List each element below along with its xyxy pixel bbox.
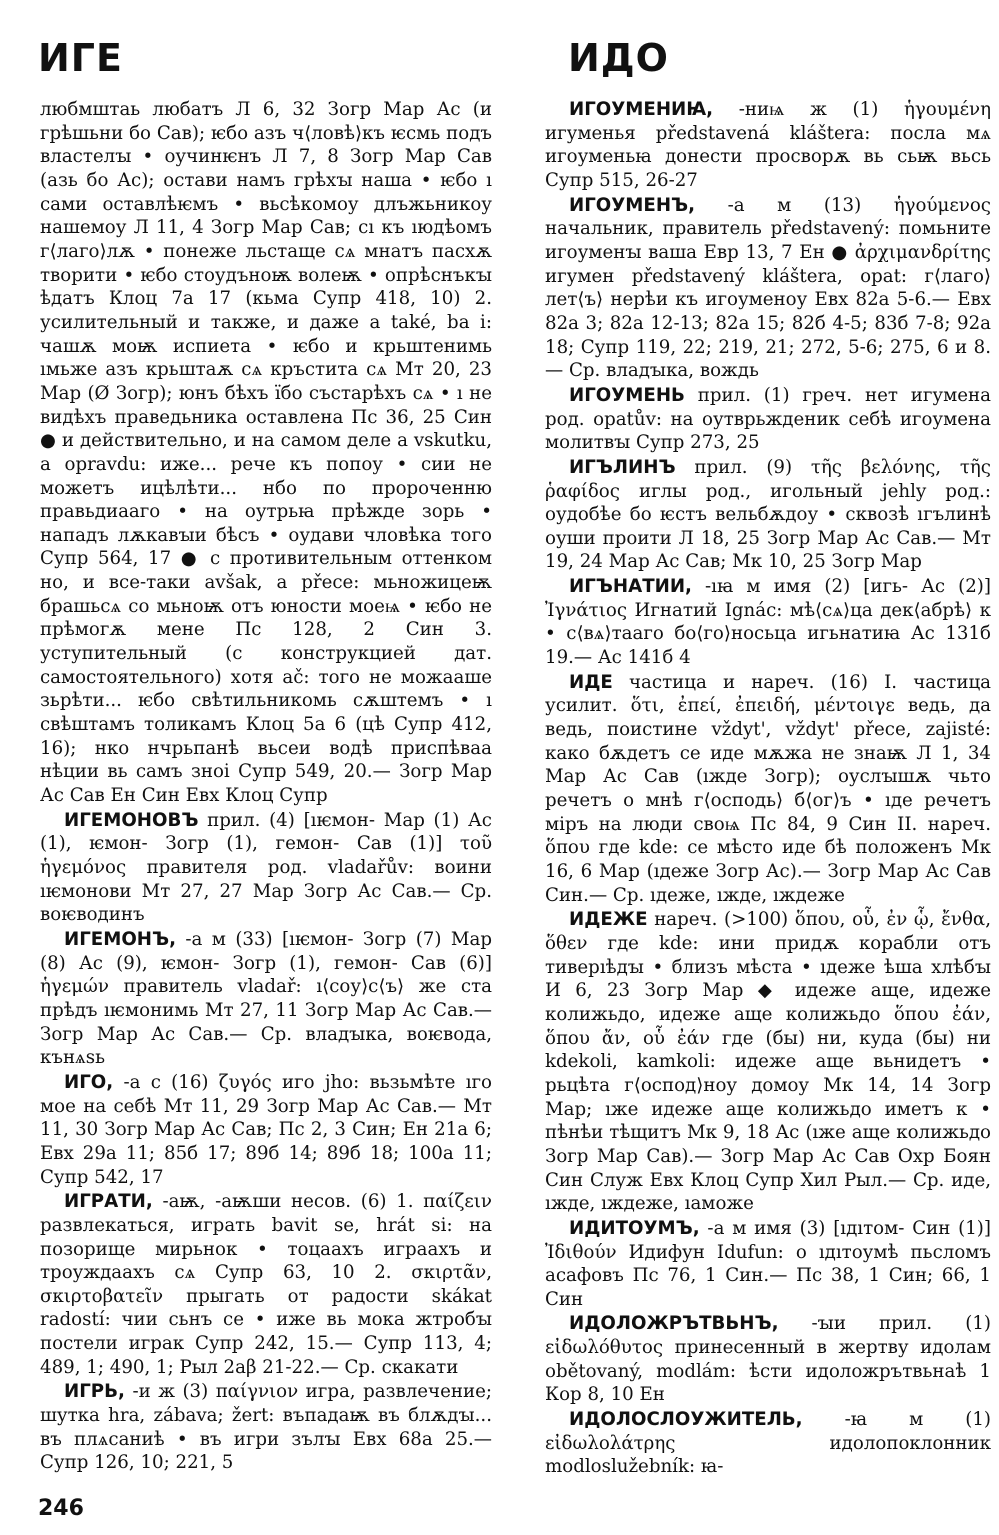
entry-text: любмштаь любатъ Л 6, 32 Зогр Мар Ас (и грѣшьни бо Сав); ѥбо азъ ч⟨ловѣ⟩къ ѥсмь подъ властелꙑ • оучинѥнъ Л 7, 8 Зогр Мар Сав (азь бо Ас); остави намъ грѣхꙑ наша • ѥбо ı сами оставлѣѥмъ • вьсѣкомоу длъжьникоу нашемоу Л 11, 4 Зогр Мар Сав; сı къ ıюдѣомъ г⟨лаго⟩лѫ • понеже льстаще сѧ мнатъ пасхѫ творити • ѥбо стоудъноѭ волеѭ • опрѣснъкꙑ ѣдатъ Клоц 7а 17 (кьма Супр 418, 10) 2. усилительный и также, и даже а také, ba i: чашѫ моѭ испиета • ѥбо и крьштенимь ıмьже азъ крьштаѫ сѧ кръстита сѧ Мт 20, 23 Мар (Ø Зогр); юнъ бѣхъ їбо състарѣхъ сѧ • ı не видѣхъ праведьника оставлена Пс 36, 25 Син ● и действительно, и на самом деле a vskutku, a opravdu: иже... рече къ попоу • сии не можетъ ицѣлѣти... нбо по пророченню правьдиааго • на оутрьꙗ прѣжде зорь • нападъ лѫкавꙑи бѣсъ • оудави чловѣка того Супр 564, 17 ● с противительным оттенком но, и все-таки avšak, a přece: мьножицеѭ брашьсѧ со мьноѭ отъ юности моеѩ • ѥбо не прѣмогѫ мене Пс 128, 2 Син 3. уступительный (с конструкцией дат. самостоятельного) хотя ač: того не можааше зьрѣти... ѥбо свѣтильникомь сѫштемъ • ı свѣштамъ толикамъ Клоц 5а 6 (цѣ Супр 412, 16); нко нчрьпанѣ вьсеи водѣ приспѣваа нѣции вь самъ зноі Супр 549, 20.— Зогр Мар Ас Сав Ен Син Евх Клоц Супр	[40, 99, 492, 807]
entry-text: прил. (1) греч. нет игумена род. opatův: на оутврьжденик себѣ игоумена молитвꙑ Супр 273, 25	[545, 384, 991, 454]
entry-headword: ИГОУМЕНЬ	[569, 384, 685, 406]
entry-text: -и ж (3) παίγνιον игра, развлечение; шутка hra, zábava; žert: въпадаѭ въ блѫдꙑ... въ плѧсаниѣ • въ игри зълꙑ Евх 68а 25.— Супр 126, 10; 221, 5	[40, 1381, 492, 1474]
entry-headword: ИДЕ	[569, 671, 613, 693]
right-column	[545, 98, 991, 1480]
entry	[545, 1312, 991, 1407]
entry-headword: ИДОЛОЖРЪТВЬНЪ,	[569, 1313, 779, 1335]
entry	[40, 809, 492, 927]
entry-headword: ИГЕМОНЪ,	[64, 928, 177, 950]
entry	[545, 456, 991, 574]
entry	[545, 98, 991, 193]
entry-headword: ИГОУМЕНИꙖ,	[569, 99, 714, 120]
entry-text: -ниѩ ж (1) ἡγουμένη игуменья představená kláštera: посла мѧ игоуменьꙗ донести просворѫ вь сьѭ вьсь Супр 515, 26-27	[545, 99, 991, 191]
entry-headword: ИГЪНАТИИ,	[569, 576, 692, 598]
left-column	[40, 98, 492, 1476]
entry-headword: ИДЕЖЕ	[569, 909, 648, 931]
entry	[40, 928, 492, 1070]
entry-headword: ИГО,	[64, 1071, 114, 1093]
entry-text: -а м (33) [ıѥмон- Зогр (7) Мар (8) Ас (9), ѥмон- Зогр (1), гемон- Сав (6)] ἡγεμών правитель vladař: ı⟨соу⟩с⟨ъ⟩ же ста прѣдъ ıѥмонимь Мт 27, 11 Зогр Мар Ас Сав.— Зогр Мар Ас Сав.— Ср. владꙑка, воѥвода, кънѧѕь	[40, 928, 492, 1069]
running-head-left: ИГЕ	[38, 36, 123, 80]
page-number: 246	[38, 1496, 84, 1521]
entry	[545, 908, 991, 1216]
entry	[545, 384, 991, 455]
entry	[40, 1380, 492, 1475]
entry-text: -ıꙗ м имя (2) [игь- Ас (2)] Ἰγνάτιος Игнатий Ignác: мѣ⟨сѧ⟩ца дек⟨абрѣ⟩ к • с⟨вѧ⟩тааго бо⟨го⟩носьца игьнатиꙗ Ас 131б 19.— Ас 141б 4	[545, 576, 991, 669]
entry-text: -ꙗ м (1) εἰδωλολάτρης идолопоклонник modloslužebník: ꙗ-	[545, 1409, 991, 1478]
entry-headword: ИГЪЛИНЪ	[569, 456, 676, 478]
entry-text: -а м (13) ἡγούμενος начальник, правитель představený: помьните игоуменꙑ ваша Евр 13, 7 Ен ● ἀρχιμανδρίτης игумен představený kláštera, opat: г⟨лаго⟩лет⟨ъ⟩ нерѣи къ игоуменоу Евх 82а 5-6.— Евх 82а 3; 82а 12-13; 82а 15; 82б 4-5; 83б 7-8; 92а 18; Супр 119, 22; 219, 21; 272, 5-6; 275, 6 и 8.— Ср. владꙑка, вождь	[545, 194, 991, 382]
entry-headword: ИГОУМЕНЪ,	[569, 194, 696, 216]
entry-text: -аѭ, -аѭши несов. (6) 1. παίζειν развлекаться, играть bavit se, hrát si: на позорище мирьнок • тоцаахъ играахъ и троуждаахъ сѧ Супр 63, 10 2. σκιρτᾶν, σκιρτοβατεῖν прыгать от радости skákat radostí: чии сьнъ се • иже вь мока жтробꙑ постели играк Супр 242, 15.— Супр 113, 4; 489, 1; 490, 1; Рыл 2аβ 21-22.— Ср. скакати	[40, 1191, 492, 1378]
entry	[40, 98, 492, 808]
entry	[545, 1217, 991, 1312]
entry-text: -а м имя (3) [ıдıтом- Син (1)] Ἰδιθούν Идифун Idufun: о ıдıтоумѣ пьсломъ асафовъ Пс 76, 1 Син.— Пс 38, 1 Син; 66, 1 Син	[545, 1217, 991, 1310]
entry-text: -ꙑи прил. (1) εἰδωλόθυτος принесенный в жертву идолам obětovaný, modlám: ѣсти идоложрътвьнаѣ 1 Кор 8, 10 Ен	[545, 1313, 991, 1406]
entry-headword: ИГРЬ,	[64, 1381, 125, 1403]
entry-text: частица и нареч. (16) I. частица усилит. ὅτι, ἐπεί, ἐπειδή, μέντοιγε ведь, да ведь, поистине vždyt', vždyt' přece, zajisté: како бѫдетъ се иде мѫжа не знаѭ Л 1, 34 Мар Ас Сав (ıжде Зогр); оуслꙑшѫ чьто речетъ о мнѣ г⟨осподь⟩ б⟨ог⟩ъ • ıде речетъ міръ на люди своѩ Пс 84, 9 Син II. нареч. ὅπου где kde: се мѣсто иде бѣ положенъ Мк 16, 6 Мар (ıдеже Зогр Ас).— Зогр Мар Ас Сав Син.— Ср. ıдеже, ıжде, ıждеже	[545, 671, 991, 906]
entry-text: прил. (9) τῆς βελόνης, τῆς ῥαφίδος иглы род., игольный jehly род.: оудобѣе бо ѥстъ вельбѫдоу • сквозѣ ıгълинѣ оуши проити Л 18, 25 Зогр Мар Ас Сав.— Мт 19, 24 Мар Ас Сав; Мк 10, 25 Зогр Мар	[545, 456, 991, 573]
entry-text: -а с (16) ζυγός иго jho: вьзьмѣте ıго мое на себѣ Мт 11, 29 Зогр Мар Ас Сав.— Мт 11, 30 Зогр Мар Ас Сав; Пс 2, 3 Син; Ен 21а 6; Евх 29а 11; 85б 17; 89б 14; 89б 18; 100а 11; Супр 542, 17	[40, 1071, 492, 1188]
entry	[545, 194, 991, 383]
entry	[545, 671, 991, 908]
entry-text: нареч. (>100) ὅπου, οὗ, ἐν ᾧ, ἔνθα, ὅθεν где kde: ини придѫ корабли отъ тиверıѣдꙑ • близъ мѣста • ıдеже ѣша хлѣбꙑ И 6, 23 Зогр Мар ◆ идеже аще, идеже колижьдо, идеже аще колижьдо ὅπου ἐάν, ὅπου ἄν, οὗ ἐάν где (бы) ни, куда (бы) ни kdekoli, kamkoli: идеже аще вьнидетъ • рьцѣта г⟨оспод⟩ноу домоу Мк 14, 14 Зогр Мар; ıже идеже аще колижьдо иметъ к • пѣнѣи тѣщитъ Мк 9, 18 Ас (ıже аще колижьдо Зогр Мар Сав).— Зогр Мар Ас Сав Охр Боян Син Служ Евх Клоц Супр Хил Рыл.— Ср. иде, ıжде, ıждеже, ıаможе	[545, 909, 991, 1215]
entry	[545, 575, 991, 670]
entry-headword: ИГЕМОНОВЪ	[64, 809, 199, 831]
entry-headword: ИГРАТИ,	[64, 1191, 153, 1213]
running-head-right: ИДО	[568, 36, 669, 80]
entry	[40, 1071, 492, 1189]
entry	[40, 1190, 492, 1379]
entry-headword: ИДИТОУМЪ,	[569, 1217, 700, 1239]
entry-text: прил. (4) [ıѥмон- Мар (1) Ас (1), ѥмон- Зогр (1), гемон- Сав (1)] τοῦ ἡγεμόνος правителя род. vladařův: воини ıѥмонови Мт 27, 27 Мар Зогр Ас Сав.— Ср. воѥводинъ	[40, 809, 492, 926]
entry	[545, 1408, 991, 1479]
entry-headword: ИДОЛОСЛОУЖИТЕЛЬ,	[569, 1409, 803, 1431]
